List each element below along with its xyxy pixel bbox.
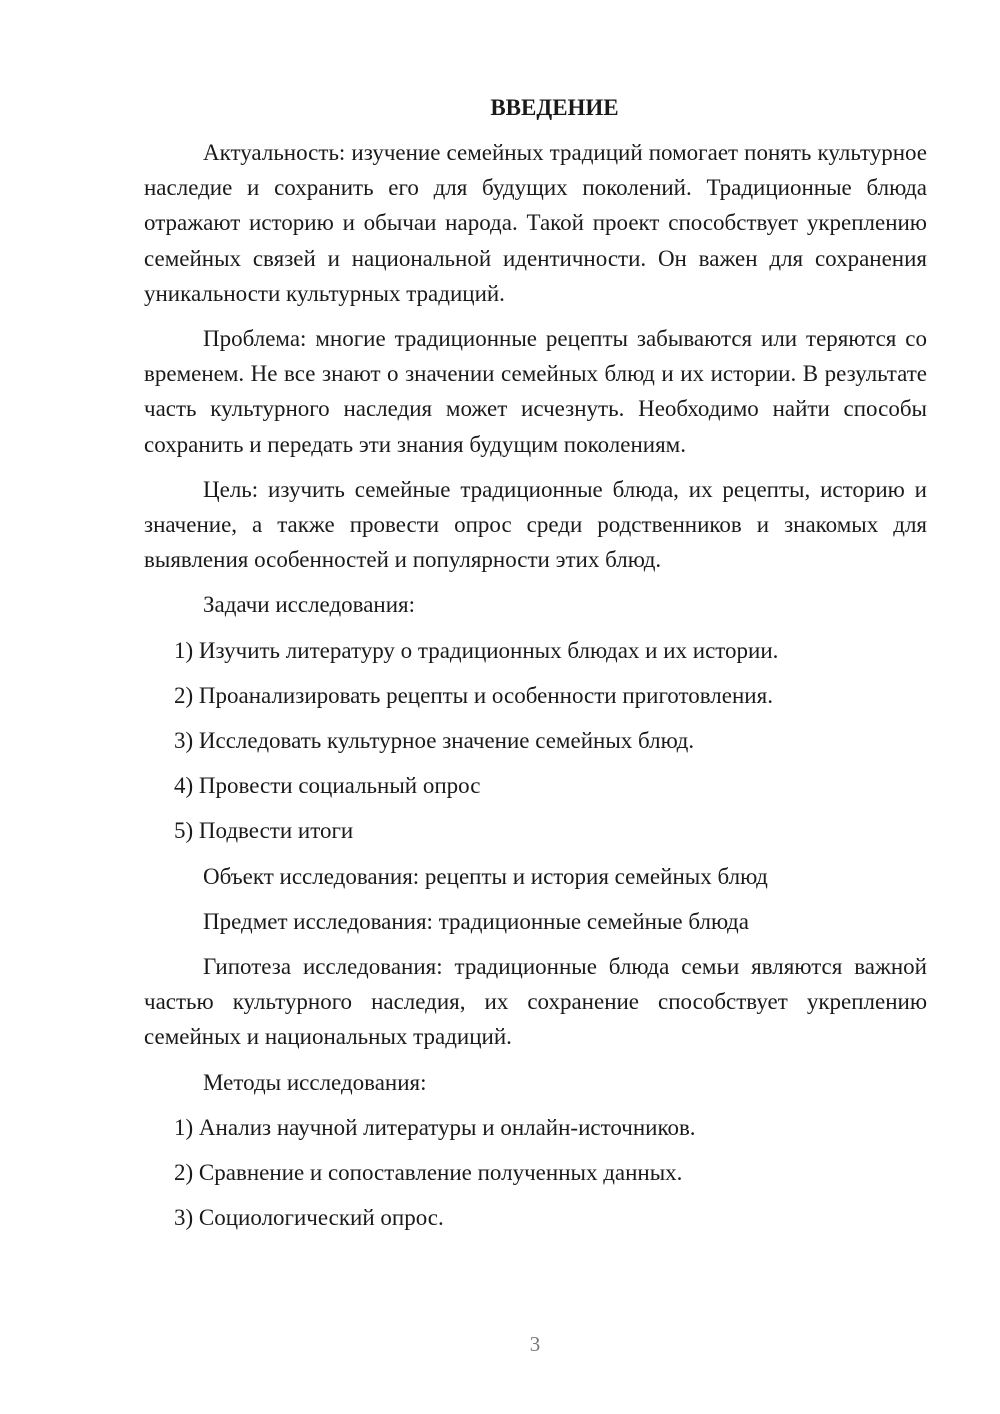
task-item: 2) Проанализировать рецепты и особенности приготовления.: [174, 682, 773, 708]
relevance-paragraph: Актуальность: изучение семейных традиций помогает понять культурное наследие и сохранить его для будущих поколений. Традиционные блюда отражают историю и обычаи народа. Такой проект способствует укреплению семейных связей и национальной идентичности. Он важен для сохранения уникальности культурных традиций.: [144, 140, 927, 306]
research-subject: Предмет исследования: традиционные семейные блюда: [203, 908, 749, 934]
research-object: Объект исследования: рецепты и история семейных блюд: [203, 863, 768, 889]
task-item: 3) Исследовать культурное значение семейных блюд.: [174, 728, 695, 754]
hypothesis-paragraph: Гипотеза исследования: традиционные блюда семьи являются важной частью культурного наследия, их сохранение способствует укреплению семейных и национальных традиций.: [144, 954, 927, 1050]
methods-title: Методы исследования:: [203, 1069, 427, 1095]
task-item: 1) Изучить литературу о традиционных блюдах и их истории.: [174, 637, 779, 663]
method-item: 3) Социологический опрос.: [174, 1205, 444, 1231]
tasks-title: Задачи исследования:: [203, 592, 416, 618]
method-item: 2) Сравнение и сопоставление полученных данных.: [174, 1160, 683, 1186]
task-item: 5) Подвести итоги: [174, 818, 354, 844]
page-number: 3: [529, 1332, 541, 1356]
problem-paragraph: Проблема: многие традиционные рецепты забываются или теряются со временем. Не все знают о значении семейных блюд и их истории. В результате часть культурного наследия может исчезнуть. Необходимо найти способы сохранить и передать эти знания будущим поколениям.: [144, 326, 927, 457]
task-item: 4) Провести социальный опрос: [174, 773, 481, 799]
page-heading: ВВЕДЕНИЕ: [490, 95, 619, 120]
method-item: 1) Анализ научной литературы и онлайн-источников.: [174, 1114, 696, 1140]
goal-paragraph: Цель: изучить семейные традиционные блюда, их рецепты, историю и значение, а также провести опрос среди родственников и знакомых для выявления особенностей и популярности этих блюд.: [144, 476, 927, 573]
